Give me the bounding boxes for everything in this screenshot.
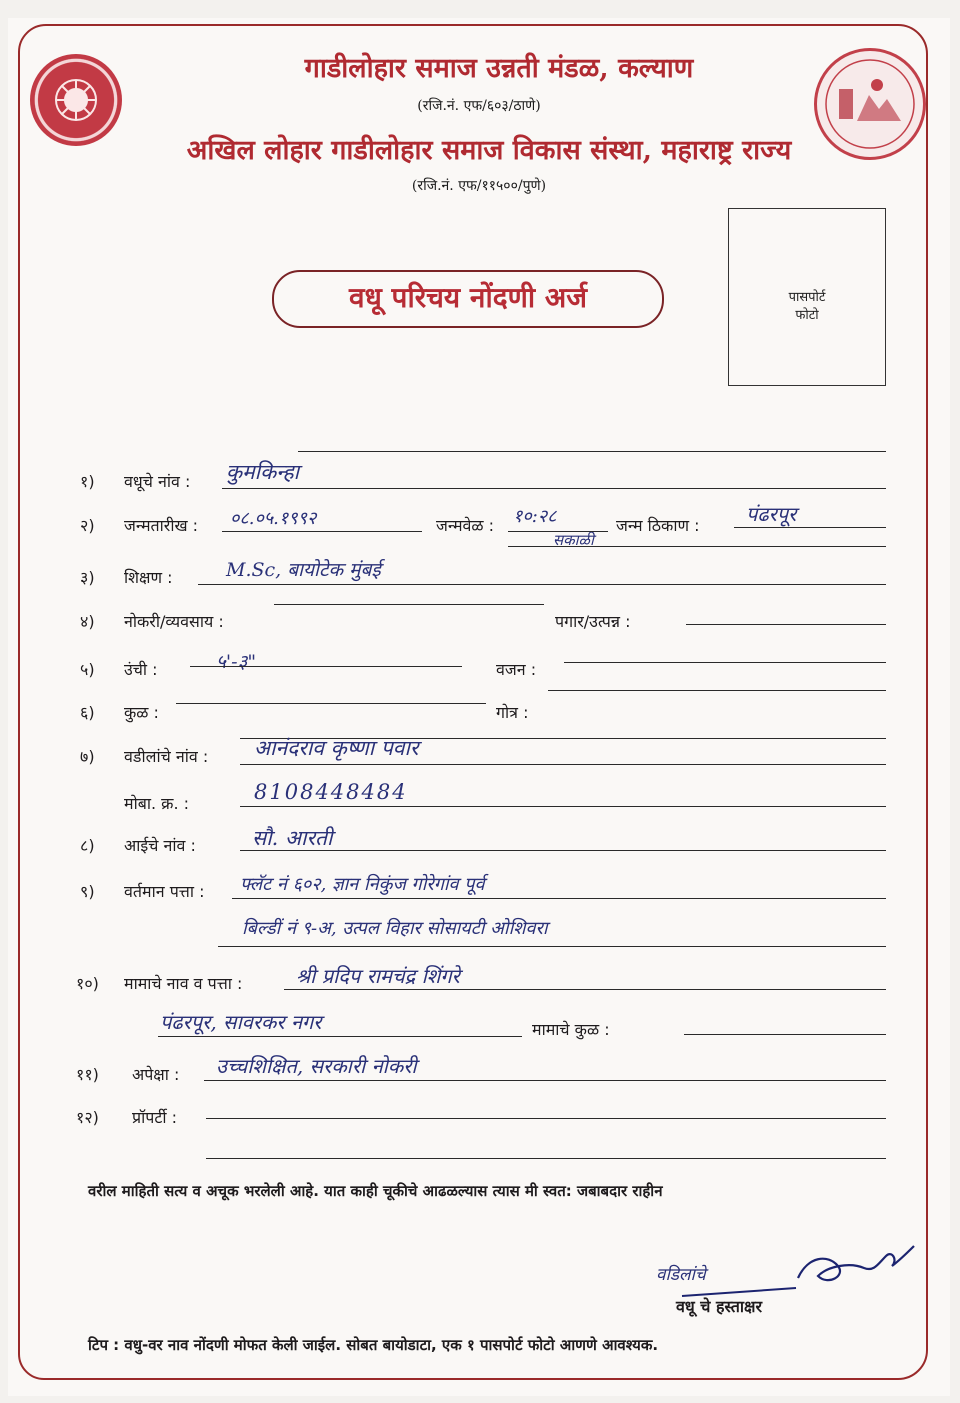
maternal-uncle-name-value[interactable]: श्री प्रदिप रामचंद्र शिंगरे (296, 964, 460, 988)
education-line (198, 584, 886, 585)
maternal-uncle-line (284, 989, 886, 990)
weight-label: वजन : (496, 660, 537, 679)
footer-note: टिप : वधु-वर नाव नोंदणी मोफत केली जाईल. सोबत बायोडाटा, एक १ पासपोर्ट फोटो आणणे आवश्यक. (88, 1336, 659, 1354)
birth-date-label: जन्मतारीख : (124, 516, 199, 535)
father-name-value[interactable]: आनंदराव कृष्णा पवार (254, 736, 419, 760)
maternal-uncle-label: मामाचे नाव व पत्ता : (124, 974, 243, 993)
birth-place-line (734, 527, 886, 528)
father-name-line (240, 764, 886, 765)
org-name-heading: गाडीलोहार समाज उन्नती मंडळ, कल्याण (304, 53, 694, 84)
signature-label: वधू चे हस्ताक्षर (676, 1297, 763, 1316)
signature-handwritten-note: वडिलांचे (656, 1265, 706, 1285)
society-registration-number: (रजि.नं. एफ/११५००/पुणे) (411, 178, 547, 194)
org-registration-number: (रजि.नं. एफ/६०३/ठाणे) (417, 98, 541, 114)
mobile-value[interactable]: 8108448484 (254, 780, 408, 804)
field-number: २) (80, 516, 95, 535)
photo-box-label-1: पासपोर्ट (788, 290, 826, 305)
address-line-rule-1 (232, 898, 886, 899)
birth-date-value[interactable]: ०८.०५.१९९२ (230, 508, 317, 529)
society-name-heading: अखिल लोहार गाडीलोहार समाज विकास संस्था, महाराष्ट्र राज्य (186, 135, 792, 166)
field-number: १०) (76, 974, 99, 993)
uncle-kul-label: मामाचे कुळ : (532, 1020, 610, 1039)
field-number: ६) (80, 703, 95, 722)
declaration-text: वरील माहिती सत्य व अचूक भरलेली आहे. यात काही चूकीचे आढळल्यास त्यास मी स्वत: जबाबदार राहीन (88, 1182, 663, 1200)
gotra-topline (548, 690, 886, 691)
salary-line (686, 624, 886, 625)
photo-box-label-2: फोटो (795, 308, 819, 323)
education-topline (508, 546, 886, 547)
mobile-line (240, 806, 886, 807)
occupation-line (274, 604, 544, 605)
bride-name-topline (298, 451, 886, 452)
field-number: ५) (80, 660, 95, 679)
height-label: उंची : (124, 660, 158, 679)
birth-date-line (222, 531, 422, 532)
height-value[interactable]: ५'-३" (216, 651, 257, 673)
salary-label: पगार/उत्पन्न : (555, 612, 631, 631)
address-line-2[interactable]: बिल्डीं नं ९-अ, उत्पल विहार सोसायटी ओशिवरा (242, 918, 548, 939)
field-number: १२) (76, 1108, 99, 1127)
father-name-label: वडीलांचे नांव : (124, 747, 209, 766)
education-value[interactable]: M.Sc, बायोटेक मुंबई (226, 559, 381, 581)
gotra-label: गोत्र : (496, 703, 529, 722)
property-label: प्रॉपर्टी : (132, 1108, 178, 1127)
bride-name-line (222, 488, 886, 489)
field-number: १) (80, 472, 95, 491)
maternal-uncle-address-value[interactable]: पंढरपूर, सावरकर नगर (160, 1010, 322, 1034)
signature-area (678, 1226, 918, 1306)
form-page (8, 18, 950, 1396)
expectation-line (204, 1080, 886, 1081)
field-number: ११) (76, 1065, 99, 1084)
education-label: शिक्षण : (124, 568, 173, 587)
field-number: ३) (80, 568, 95, 587)
weight-line (564, 662, 886, 663)
uncle-kul-line (684, 1034, 886, 1035)
address-line-rule-2 (218, 946, 886, 947)
mother-name-value[interactable]: सौ. आरती (252, 826, 333, 850)
field-number: ७) (80, 747, 95, 766)
passport-photo-box (728, 208, 886, 386)
mother-name-line (240, 850, 886, 851)
address-line-1[interactable]: फ्लॅट नं ६०२, ज्ञान निकुंज गोरेगांव पूर्व (240, 874, 485, 895)
birth-time-value[interactable]: १०:२८ (513, 506, 557, 527)
occupation-label: नोकरी/व्यवसाय : (124, 612, 224, 631)
mobile-label: मोबा. क्र. : (124, 794, 190, 813)
maternal-uncle-address-line (158, 1036, 522, 1037)
mother-name-label: आईचे नांव : (124, 836, 196, 855)
kul-line (176, 703, 486, 704)
field-number: ८) (80, 836, 95, 855)
expectation-value[interactable]: उच्चशिक्षित, सरकारी नोकरी (216, 1054, 417, 1078)
address-label: वर्तमान पत्ता : (124, 882, 205, 901)
bride-name-value[interactable]: कुमकिन्हा (226, 460, 300, 484)
field-number: ९) (80, 882, 95, 901)
bride-name-label: वधूचे नांव : (124, 472, 191, 491)
birth-time-label: जन्मवेळ : (436, 516, 495, 535)
field-number: ४) (80, 612, 95, 631)
birth-place-value[interactable]: पंढरपूर (746, 502, 797, 526)
kul-label: कुळ : (124, 703, 159, 722)
property-line-2 (206, 1158, 886, 1159)
expectation-label: अपेक्षा : (132, 1065, 180, 1084)
birth-time-ampm-value[interactable]: सकाळी (553, 531, 594, 549)
birth-time-line (508, 531, 608, 532)
form-title: वधू परिचय नोंदणी अर्ज (272, 270, 664, 328)
birth-place-label: जन्म ठिकाण : (616, 516, 700, 535)
property-line-1 (206, 1118, 886, 1119)
height-line (190, 666, 462, 667)
